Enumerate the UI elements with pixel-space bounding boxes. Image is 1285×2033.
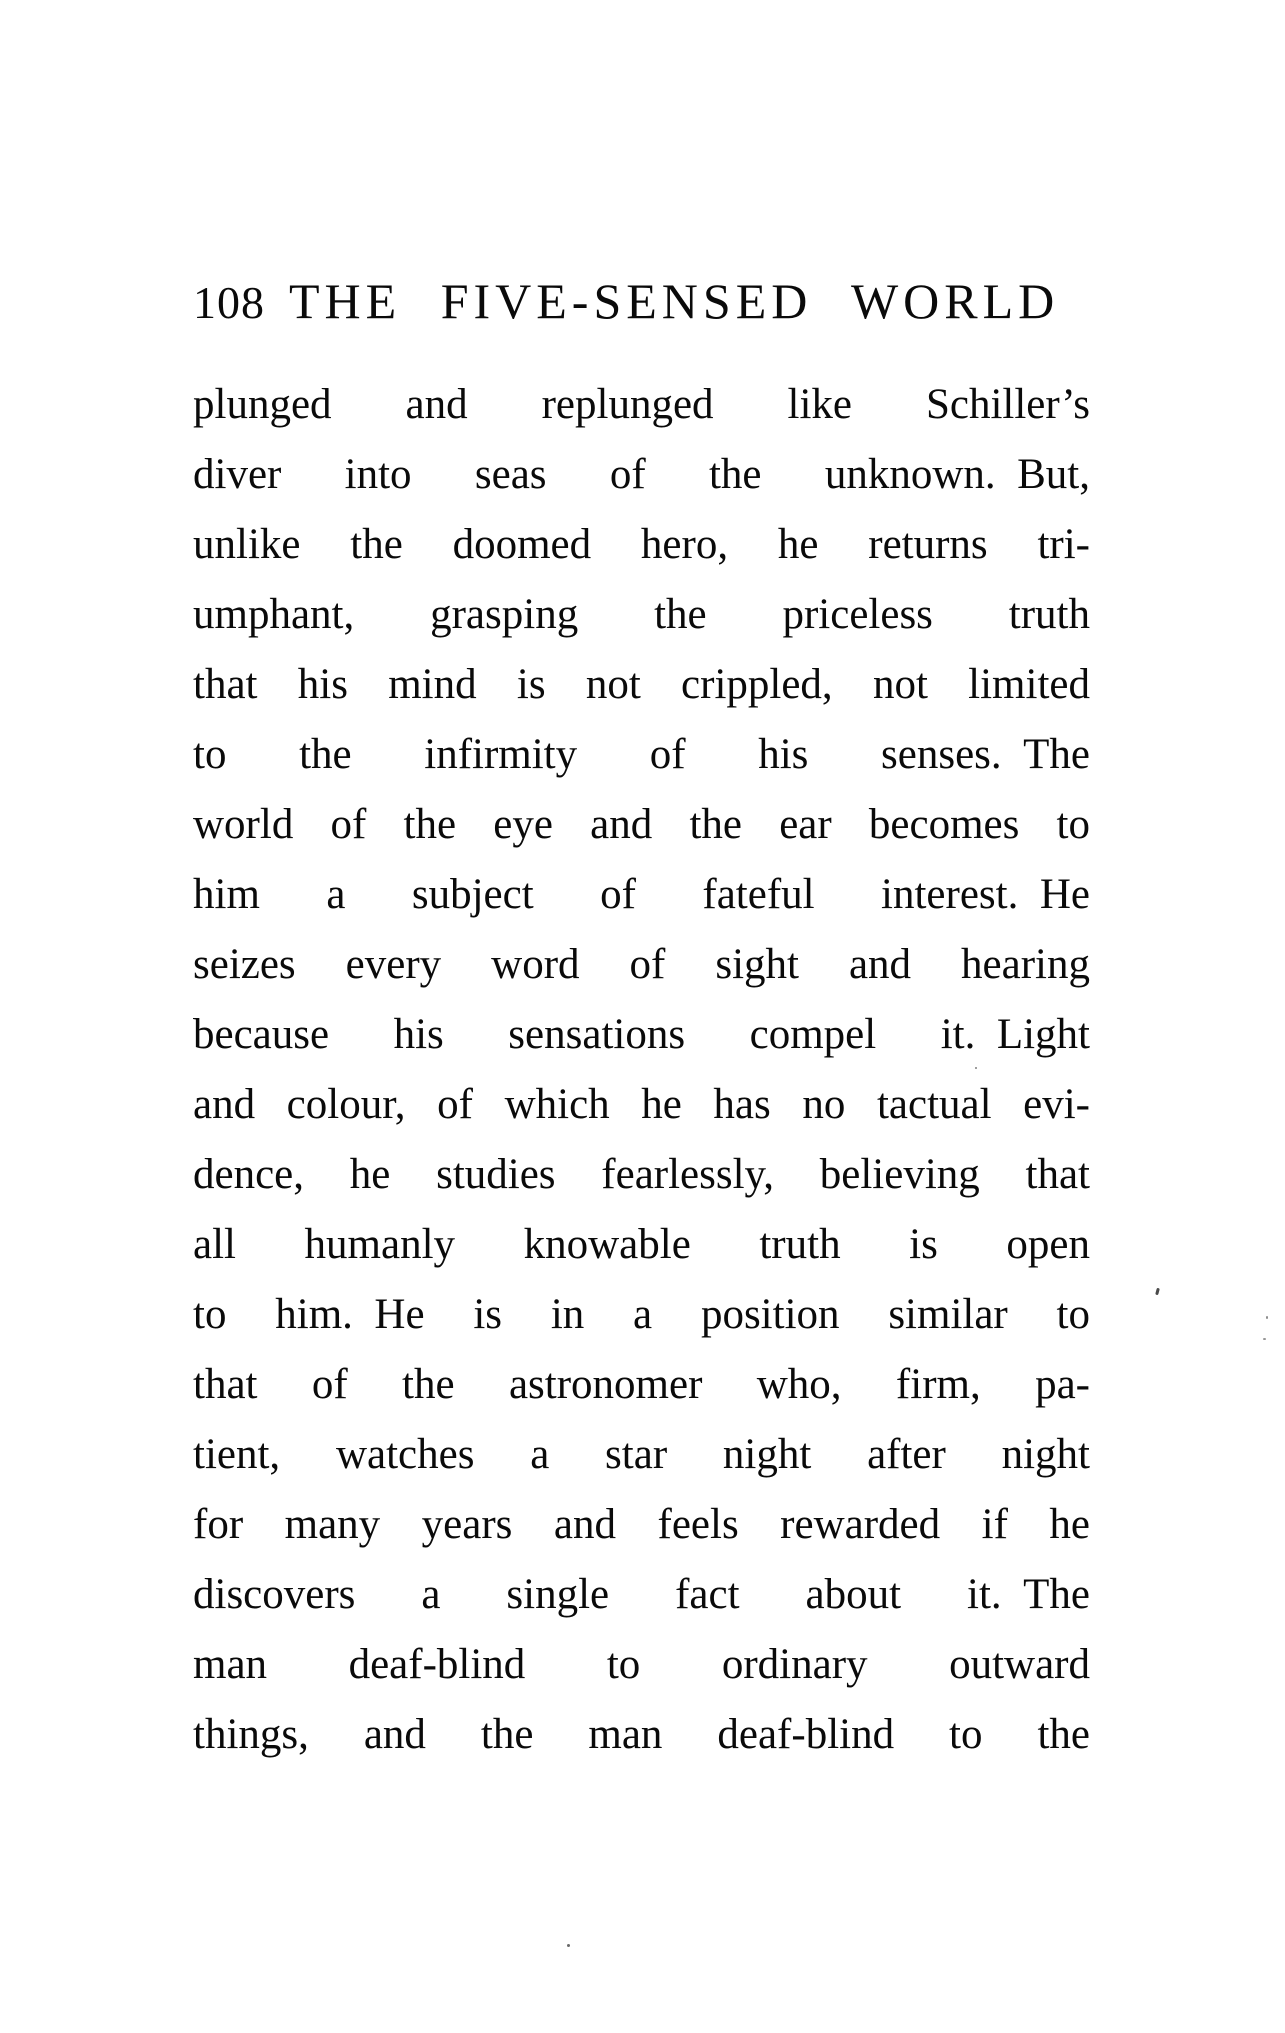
text-line: to him. He is in a position similar to [193, 1291, 1090, 1338]
scan-speckle [1263, 1338, 1266, 1340]
text-line: tient, watches a star night after night [193, 1431, 1090, 1478]
text-line: dence, he studies fearlessly, believing that [193, 1151, 1090, 1198]
text-line: to the infirmity of his senses. The [193, 731, 1090, 778]
text-line: unlike the doomed hero, he returns tri- [193, 521, 1090, 568]
text-line: him a subject of fateful interest. He [193, 871, 1090, 918]
scan-speckle [1266, 1316, 1268, 1319]
text-line: that his mind is not crippled, not limited [193, 661, 1090, 708]
text-line: diver into seas of the unknown. But, [193, 451, 1090, 498]
text-line: and colour, of which he has no tactual evi- [193, 1081, 1090, 1128]
scan-speckle [1155, 1288, 1160, 1296]
text-line: umphant, grasping the priceless truth [193, 591, 1090, 638]
chapter-title: THE FIVE-SENSED WORLD [289, 273, 1060, 329]
text-line: that of the astronomer who, firm, pa- [193, 1361, 1090, 1408]
text-line: plunged and replunged like Schiller’s [193, 381, 1090, 428]
text-line: all humanly knowable truth is open [193, 1221, 1090, 1268]
text-line: discovers a single fact about it. The [193, 1571, 1090, 1618]
running-head [193, 273, 1090, 329]
text-line: world of the eye and the ear becomes to [193, 801, 1090, 848]
text-line: things, and the man deaf-blind to the [193, 1711, 1090, 1758]
text-line: seizes every word of sight and hearing [193, 941, 1090, 988]
text-column [193, 273, 1090, 1770]
scan-speckle [567, 1944, 570, 1947]
text-line: because his sensations compel it. Light [193, 1011, 1090, 1058]
body-text [193, 370, 1090, 1770]
scan-speckle [975, 1067, 977, 1069]
text-line: for many years and feels rewarded if he [193, 1501, 1090, 1548]
text-line: man deaf-blind to ordinary outward [193, 1641, 1090, 1688]
page-number: 108 [193, 277, 265, 328]
